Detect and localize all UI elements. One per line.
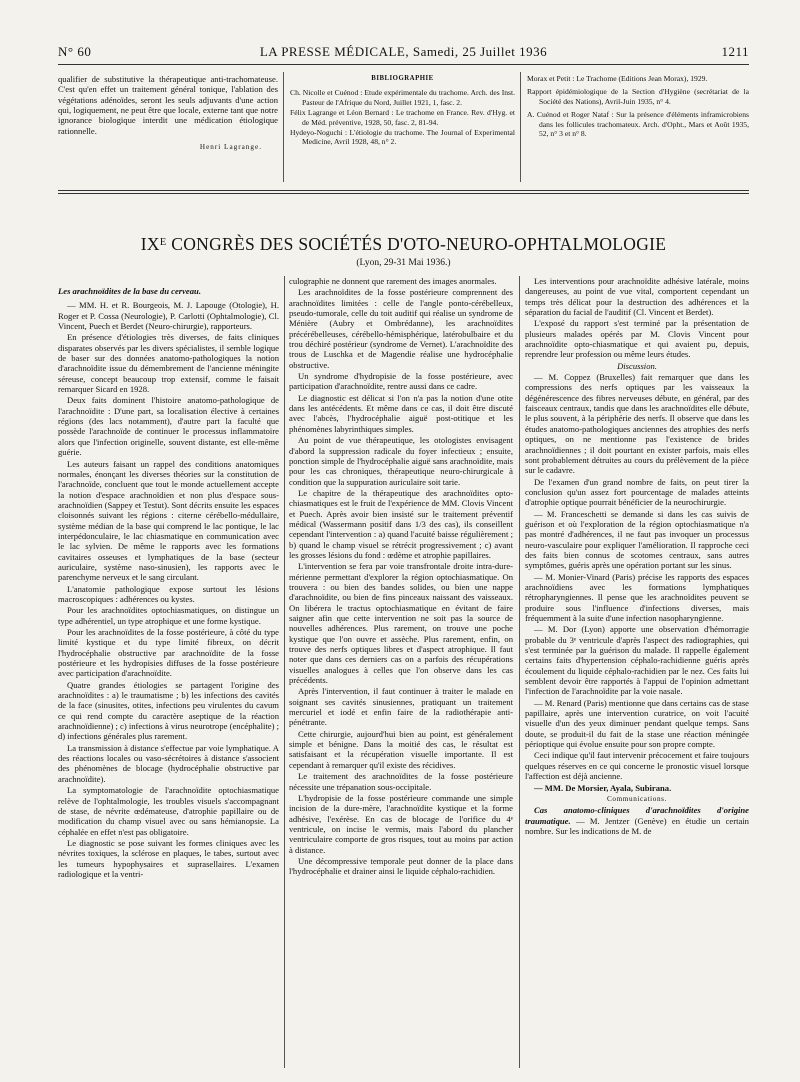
- bib-entry: Ch. Nicolle et Cuénod : Etude expérimentale du trachome. Arch. des Inst. Pasteur de l'Afrique du Nord, Juillet 1921, 1, fasc. 2.: [290, 88, 515, 107]
- paragraph: — MM. H. et R. Bourgeois, M. J. Lapouge (Otologie), H. Roger et P. Cossa (Neurologie), P. Carlotti (Ophtalmologie), Cl. Vincent, Puech et Berdet (Neuro-chirurgie), rapporteurs.: [58, 300, 279, 332]
- section-rule: [58, 190, 749, 191]
- paragraph: culographie ne donnent que rarement des images anormales.: [289, 276, 497, 286]
- paragraph: — M. Coppez (Bruxelles) fait remarquer que dans les compressions des nerfs optiques par les vaisseaux la dégénérescence des fibres nerveuses débute, en général, par des faisceaux centraux, tandis que dans les arachnoïdites elle débute, le plus souvent, à la périphérie des nerfs. Il observe que dans les études anatomo-pathologiques anciennes des atrophies des nerfs optiques, on ne mentionne pas l'existence de brides arachnoïdiennes ; il doit pourtant en exister parfois, mais elles sont probablement détruites au cours du prélèvement de la pièce sur le cadavre.: [525, 372, 749, 476]
- paragraph: Au point de vue thérapeutique, les otologistes envisagent d'abord la suppression radicale du foyer infectieux ; ensuite, ponction simple de l'hydrocéphalie aiguë sans arachnoïdite, mais pour les cas chroniques, thérapeutique neuro-chirurgicale à condition que la suppuration auriculaire soit tarie.: [289, 435, 513, 487]
- paragraph: — M. Renard (Paris) mentionne que dans certains cas de stase papillaire, après une intervention curatrice, on voit l'acuité visuelle d'un des yeux diminuer pendant quelque temps. Sans doute, se produit-il du fait de la stase une réaction méningée périoptique qui évolue ensuite pour son propre compte.: [525, 697, 749, 750]
- column-divider: [283, 72, 284, 182]
- column-divider: [520, 72, 521, 182]
- paragraph: Les auteurs faisant un rappel des conditions anatomiques normales, énonçant les diverses théories sur la constitution de l'arachnoïde, concluent que tout le monde actuellement accepte la notion d'espace arachnoïdien et non plus d'espace sous-arachnoïdien (Sappey et Testut). Sont décrits ensuite les espaces cloisonnés suivant les régions : citerne cérébello-médullaire, système médian de la base qui comprend le lac pontique, le lac interpédonculaire, le lac chiasmatique en communication avec le lac sylvien. De même le rapports avec les formations cavitaires osseuses et lymphatiques de la base (secteur auriculaire, système naso-sinusien), les rapports avec le parenchyme nerveux et le sang circulant.: [58, 458, 279, 583]
- paragraph: — M. Monier-Vinard (Paris) précise les rapports des espaces arachnoïdiens avec les formations lymphatiques rétropharyngiennes. Il pense que les arachnoïdites peuvent se produire sous l'influence d'infections diverses, mais fréquemment à la suite d'une infection nasopharyngienne.: [525, 571, 749, 623]
- congress-title: IXᴱ CONGRÈS DES SOCIÉTÉS D'OTO-NEURO-OPHTALMOLOGIE: [140, 234, 667, 254]
- congress-subtitle: (Lyon, 29-31 Mai 1936.): [356, 258, 451, 268]
- author-signature: Henri Lagrange.: [199, 143, 262, 152]
- paragraph: Le chapitre de la thérapeutique des arachnoïdites opto-chiasmatiques est le fruit de l'expérience de MM. Clovis Vincent et Puech. Après avoir bien insisté sur le traitement préventif médical (Wassermann positif dans 1/3 des cas), ils conseillent cependant l'intervention : a) quand l'acuité baisse régulièrement ; b) quand le champ visuel se rétrécit progressivement ; c) avant les grosses lésions du fond : œdème et atrophie papillaires.: [289, 487, 513, 560]
- journal-title: LA PRESSE MÉDICALE, Samedi, 25 Juillet 1936: [259, 44, 548, 59]
- paragraph: Deux faits dominent l'histoire anatomo-pathologique de l'arachnoïdite : D'une part, sa localisation élective à certaines régions (des lacs notamment), d'autre part la faculté que possède l'arachnoïde de continuer le processus inflammatoire alors que l'infection originelle, souvent distante, est elle-même guérie.: [58, 395, 279, 458]
- bib-entry: Félix Lagrange et Léon Bernard : Le trachome en France. Rev. d'Hyg. et de Méd. préventive, 1928, 50, fasc. 2, 81-94.: [290, 108, 515, 127]
- paragraph: De l'examen d'un grand nombre de faits, on peut tirer la conclusion qu'un assez fort pourcentage de malades atteints d'atrophie optique pourrait bénéficier de la neurochirurgie.: [525, 476, 749, 508]
- bib-entry: Hydeyo-Noguchi : L'étiologie du trachome. The Journal of Experimental Medicine, Avril 1928, 48, n° 2.: [290, 127, 515, 147]
- communication-title: Cas anatomo-cliniques d'arachnoïdites d'origine traumatique.: [525, 805, 749, 826]
- paragraph: — MM. De Morsier, Ayala, Subirana.: [534, 782, 672, 793]
- section-title: Les arachnoïdites de la base du cerveau.: [58, 286, 201, 296]
- paragraph: Ceci indique qu'il faut intervenir précocement et faire toujours quelques réserves en ce qui concerne le pronostic visuel lorsque l'affection est déjà ancienne.: [525, 750, 749, 782]
- page-reference: 1211: [721, 44, 749, 59]
- paragraph: — M. Dor (Lyon) apporte une observation d'hémorragie probable du 3ᵉ ventricule d'après l'aspect des radiographies, qui s'est terminée par la guérison du malade. Il rappelle également certains faits d'hypertension céphalo-rachidienne guéris après écoulement du liquide céphalo-rachidien par le nez. Ces faits lui semblent devoir être rapportés à l'appui de l'opinion admettant l'infection de l'arachnoïdite par la voie nasale.: [525, 624, 749, 697]
- header-rule: [58, 64, 749, 65]
- bibliography-continued: [527, 74, 749, 142]
- page-number: N° 60: [58, 44, 92, 59]
- paragraph: Quatre grandes étiologies se partagent l'origine des arachnoïdites : a) le traumatisme ; b) les infections des cavités de la face (sinusites, otites, infections peu virulentes du cavum ce qui rend compte du caractère aseptique de la réaction arachnoïdienne) ; c) infections à virus neurotrope (encéphalite) ; d) infections générales plus rarement.: [58, 679, 279, 742]
- column-divider: [519, 276, 520, 1068]
- article-ending: [58, 74, 278, 152]
- paragraph: Pour les arachnoïdites de la fosse postérieure, à côté du type limité kystique et du type limité fibreux, on décrit l'hydrocéphalie obstructive par arachnoïdite de la fosse postérieure et les hydropisies diffuses de la fosse postérieure avec participation d'arachnoïdite.: [58, 627, 279, 679]
- paragraph: Pour les arachnoïdites optochiasmatiques, on distingue un type adhérentiel, un type atrophique et une forme kystique.: [58, 605, 279, 626]
- communication-paragraph: [525, 805, 749, 836]
- bib-entry: Morax et Petit : Le Trachome (Editions Jean Morax), 1929.: [527, 74, 708, 83]
- column-2: [289, 276, 513, 878]
- paragraph: L'intervention se fera par voie transfrontale droite intra-dure-mérienne permettant d'explorer la région optochiasmatique. On trouvera : ou bien des bandes solides, ou bien une nappe d'arachnoïdite, ou bien de fins pinceaux naissant des vaisseaux. On libérera le tractus optochiasmatique en évitant de faire saigner afin que cette intervention ne soit pas la source de nouvelles adhérences. Plus rarement, on trouve une poche kystique que l'on ouvre et assèche. Plus rarement, enfin, on trouve des nerfs optiques libres et d'aspect atrophique. Il faut noter que dans ces derniers cas on a parfois des récupérations visuelles analogues à celles que l'on observe dans les cas précédents.: [289, 561, 513, 686]
- bibliography-title: BIBLIOGRAPHIE: [371, 75, 434, 82]
- running-header: [58, 44, 749, 60]
- paragraph: L'anatomie pathologique expose surtout les lésions macroscopiques : adhérences ou kystes.: [58, 583, 279, 604]
- paragraph: Les interventions pour arachnoïdite adhésive latérale, moins dangereuses, au point de vue vital, comportent cependant un temps très délicat pour la destruction des adhérences et la séparation du facial de l'auditif (Cl. Vincent et Berdet).: [525, 276, 749, 318]
- column-1: [58, 286, 279, 880]
- paragraph: Cette chirurgie, aujourd'hui bien au point, est généralement simple et bénigne. Dans la moitié des cas, le résultat est satisfaisant et la récupération visuelle importante. Il est cependant à remarquer qu'il existe des récidives.: [289, 728, 513, 770]
- paragraph: Le traitement des arachnoïdites de la fosse postérieure nécessite une trépanation sous-occipitale.: [289, 771, 513, 792]
- paragraph: Le diagnostic se pose suivant les formes cliniques avec les névrites toxiques, la sclérose en plaques, le tabes, surtout avec les tumeurs hypophysaires et suprasellaires. L'examen radiologique et la ventri-: [58, 837, 279, 879]
- paragraph: La transmission à distance s'effectue par voie lymphatique. A des réactions locales ou vaso-sécrétoires à distance s'associent des phénomènes de blocage (hydrocéphalie obstructive par arachnoïdite).: [58, 742, 279, 784]
- paragraph: — M. Franceschetti se demande si dans les cas suivis de guérison et où l'exploration de la région optochiasmatique n'a pas montré d'adhérences, il ne faut pas invoquer un processus neuro-vasculaire pour expliquer l'amélioration. Il rapproche ceci des faits bien connus de scotomes centraux, sans autres symptômes, guéris après une opération portant sur les sinus.: [525, 508, 749, 571]
- paragraph: L'exposé du rapport s'est terminé par la présentation de plusieurs malades opérés par M. Clovis Vincent pour arachnoïdite opto-chiasmatique et qui avaient pu, depuis, reprendre leur profession ou même leurs études.: [525, 318, 749, 360]
- paragraph: Le diagnostic est délicat si l'on n'a pas la notion d'une otite dans les antécédents. Et même dans ce cas, il doit être discuté avec l'abcès, l'hydrocéphalie aiguë post-otitique et les phénomènes labyrinthiques simples.: [289, 392, 513, 434]
- paragraph: L'hydropisie de la fosse postérieure commande une simple incision de la dure-mère, l'arachnoïdite kystique et la forme adhésive, l'exérèse. En cas de blocage de l'orifice du 4ᵉ ventricule, on incise le vermis, mais l'abord du plancher ventriculaire comporte de gros risques, tout au moins par action à distance.: [289, 792, 513, 855]
- communications-title: Communications.: [607, 794, 667, 803]
- discussion-title: Discussion.: [617, 360, 657, 371]
- section-rule: [58, 193, 749, 194]
- paragraph: Après l'intervention, il faut continuer à traiter le malade en soignant ses cavités sinusiennes, pratiquant un traitement mercuriel et iodé et enfin faire de la radiothérapie anti-pénétrante.: [289, 686, 513, 728]
- paragraph: En présence d'étiologies très diverses, de faits cliniques disparates observés par les divers spécialistes, il semble logique de baser sur des données anatomo-pathologiques la notion d'arachnoïdite issue du démembrement de l'ancienne méningite séreuse, concept beaucoup trop extensif, comme le faisait remarquer Sicard en 1928.: [58, 332, 279, 395]
- paragraph: Les arachnoïdites de la fosse postérieure comprennent des arachnoïdites limitées : celle de l'angle ponto-cérébelleux, pseudo-tumorale, celle du toit auditif qui réalise un syndrome de Ménière (Aubry et Ombrédanne), les arachnoïdites précérébelleuses, cérébello-hémisphérique, latérobulbaire et du trou déchiré postérieur (syndrome de Vernet). L'arachnoïdite des trous de Luschka et de Magendie réalise une hydrocéphalie obstructive.: [289, 287, 513, 370]
- paragraph: Une décompressive temporale peut donner de la place dans l'hydrocéphalie et drainer ainsi le liquide céphalo-rachidien.: [289, 855, 513, 877]
- communication-text: — M. Jentzer (Genève) en étudie un certain nombre. Sur les indications de M. de: [525, 815, 749, 836]
- column-divider: [284, 276, 285, 1068]
- bibliography: [290, 72, 515, 148]
- column-3: [525, 276, 749, 837]
- bib-entry: Rapport épidémiologique de la Section d'Hygiène (secrétariat de la Société des Nations), Avril-Juin 1935, n° 4.: [527, 87, 749, 106]
- article-closing-paragraph: qualifier de substitutive la thérapeutique anti-trachomateuse. C'est qu'en effet un traitement général tonique, l'ablation des végétations adénoïdes, seront les seuls adjuvants d'une action qui, logiquement, ne peut être que locale, externe tant que notre ignorance biologique interdit une médication étiologique rationnelle.: [58, 74, 278, 136]
- paragraph: Un syndrome d'hydropisie de la fosse postérieure, avec participation d'arachnoïdite, rentre aussi dans ce cadre.: [289, 371, 513, 392]
- paragraph: La symptomatologie de l'arachnoïdite optochiasmatique relève de l'ophtalmologie, les troubles visuels s'accompagnant de stase, de névrite œdémateuse, d'atrophie papillaire ou de modification du champ visuel avec ou sans hémianopsie. La céphalée en effet n'est pas obligatoire.: [58, 785, 279, 837]
- bib-entry: A. Cuénod et Roger Nataf : Sur la présence d'éléments inframicrobiens dans les follicules trachomateux. Arch. d'Opht., Mars et Août 1935, 52, n° 3 et n° 8.: [527, 110, 749, 139]
